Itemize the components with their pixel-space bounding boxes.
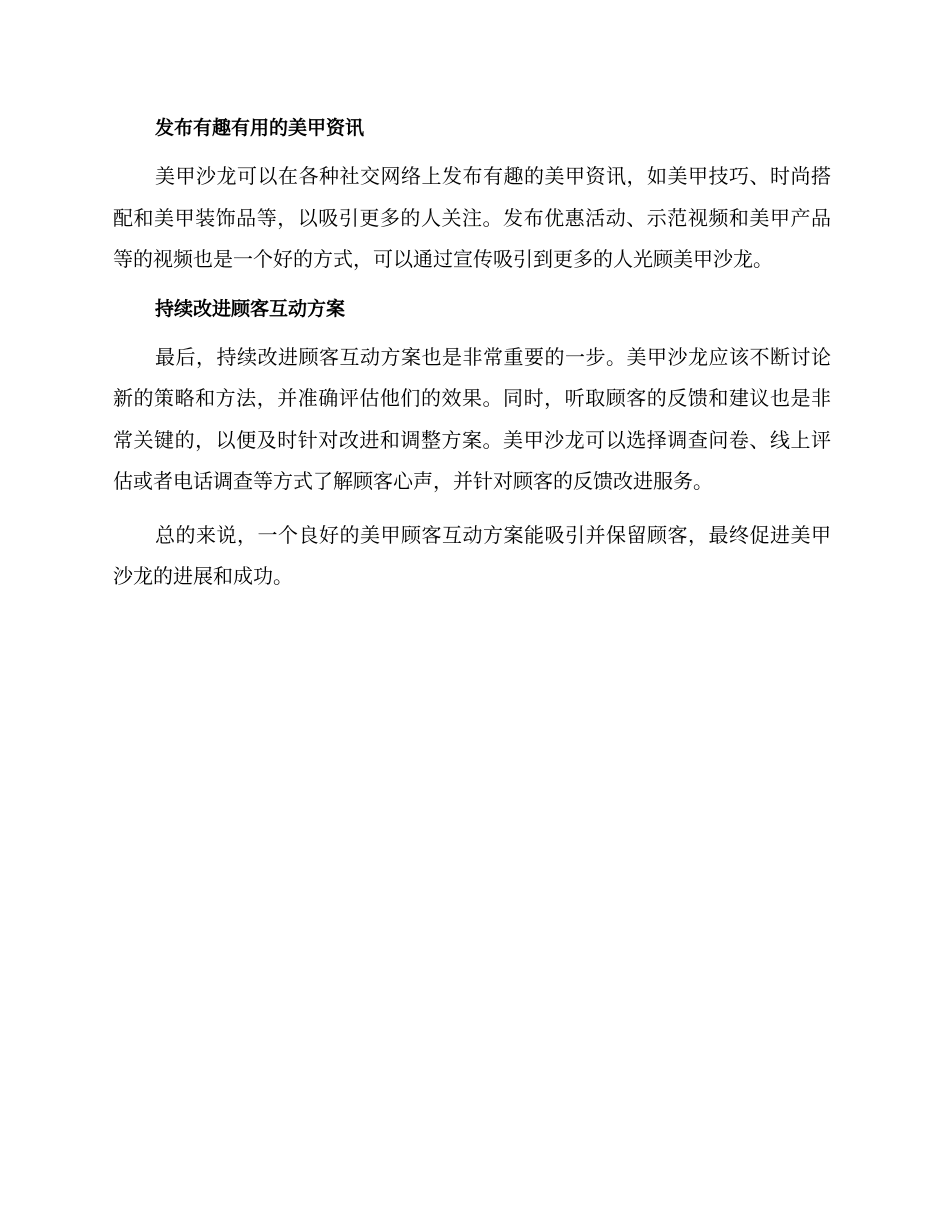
- section-paragraph-improve-plan: 最后，持续改进顾客互动方案也是非常重要的一步。美甲沙龙应该不断讨论新的策略和方法，并准确评估他们的效果。同时，听取顾客的反馈和建议也是非常关键的，以便及时针对改进和调整方案。美甲沙龙可以选择调查问卷、线上评估或者电话调查等方式了解顾客心声，并针对顾客的反馈改进服务。: [113, 344, 831, 493]
- document-body: [113, 112, 831, 598]
- section-paragraph-publish-news: 美甲沙龙可以在各种社交网络上发布有趣的美甲资讯，如美甲技巧、时尚搭配和美甲装饰品等，以吸引更多的人关注。发布优惠活动、示范视频和美甲产品等的视频也是一个好的方式，可以通过宣传吸引到更多的人光顾美甲沙龙。: [113, 164, 831, 271]
- section-heading-publish-news: 发布有趣有用的美甲资讯: [155, 117, 365, 139]
- conclusion-paragraph: 总的来说，一个良好的美甲顾客互动方案能吸引并保留顾客，最终促进美甲沙龙的进展和成功。: [113, 522, 831, 588]
- section-heading-improve-plan: 持续改进顾客互动方案: [155, 297, 346, 320]
